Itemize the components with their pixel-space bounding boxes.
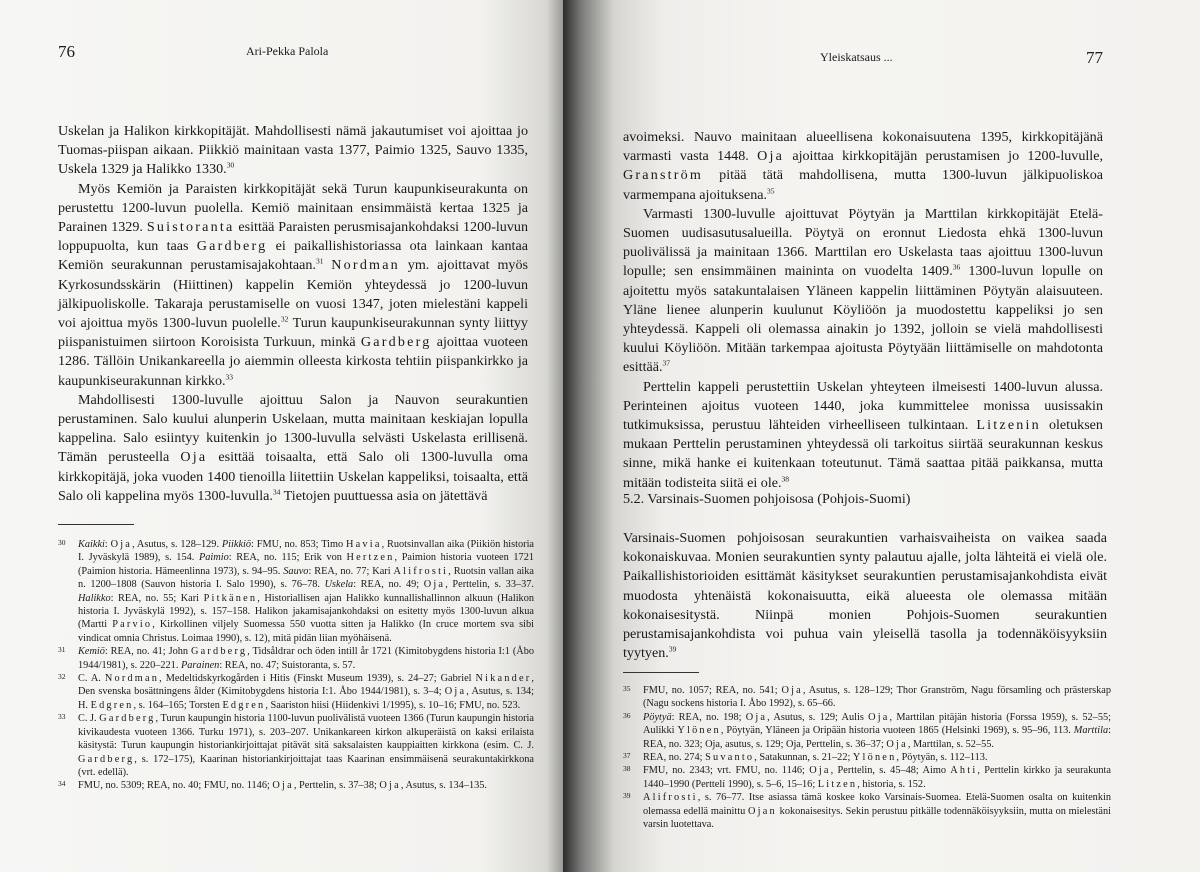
footnote: [58, 712, 534, 779]
footnote: [623, 684, 1111, 711]
footnote-text: REA, no. 274; Suvanto, Satakunnan, s. 21–22; Ylönen, Pöytyän, s. 112–113.: [643, 752, 988, 764]
footnote-number: 35: [623, 684, 631, 693]
footnote-text: Pöytyä: REA, no. 198; Oja, Asutus, s. 129; Aulis Oja, Marttilan pitäjän historia (Forssa 1959), s. 52–55; Aulikki Ylönen, Pöytyän, Yläneen ja Oripään historia vuoteen 1865 (Helsinki 1969), s. 95–96, 113. Marttila: REA, no. 323; Oja, asutus, s. 129; Oja, Perttelin, s. 36–37; Oja, Marttilan, s. 52–55.: [643, 711, 1111, 750]
right-page: [563, 0, 1200, 872]
footnote-number: 34: [58, 779, 66, 789]
footnote-number: 39: [623, 791, 631, 801]
footnote-number: 36: [623, 710, 631, 720]
footnote: [58, 645, 534, 672]
footnotes: [623, 684, 1111, 831]
footnote-number: 31: [58, 645, 66, 655]
footnote-number: 37: [623, 751, 631, 761]
footnote-number: 32: [58, 672, 66, 682]
running-head: Yleiskatsaus ...: [820, 50, 893, 64]
body-text: avoimeksi. Nauvo mainitaan alueellisena kokonaisuutena 1395, kirkkopitäjänä varmasti vasta 1448. Oja ajoittaa kirkkopitäjän perustamisen jo 1200-luvulle, Granström pitää tätä mahdollisena, mutta 1300-luvun jälkipuoliskoa varmempana ajoituksena.$^{35}$ Varmasti 1300-luvulle ajoittuvat Pöytyän ja Marttilan kirkkopitäjät Etelä-Suomen uudisasutusalueilla. Pöytyä on eronnut Liedosta ehkä 1300-luvun puolivälissä ja mainitaan 1366. Marttilan ero Uskelasta taas ajoittuu 1300-luvun lopulle; sen ensimmäinen maininta on vuodelta 1409.36 1300-luvun lopulle on ajoitettu myös satakuntalaisen Yläneen kappelin liittäminen Pöytyän alaisuuteen. Yläne lienee alunperin kuulunut Köyliöön ja muodostettu kappeliksi jo sen yhteydessä. Kappeli oli olemassa ainakin jo 1392, jolloin se vielä mahdollisesti kuului Köyliöön. Mitään tarkempaa ajoitusta Pöytyään liittämiselle on mahdotonta esittää.$^{37}$ Perttelin kappeli perustettiin Uskelan yhteyteen ilmeisesti 1400-luvun alussa. Perinteinen ajoitus vuoteen 1440, joka kummittelee monissa uusissakin tutkimuksissa, perustuu lähteiden virheelliseen tulkintaan. Litzenin oletuksen mukaan Perttelin perustaminen yhteydessä oli tarkoitus siirtää seurakunnan keskus sinne, mikä hanke ei kuitenkaan toteutunut. Tämä saattaa pitää paikkansa, mutta mitään todisteita siitä ei ole.$^{38}$: [623, 129, 1103, 491]
footnote-rule: [623, 672, 699, 673]
body-text: Uskelan ja Halikon kirkkopitäjät. Mahdollisesti nämä jakautumiset voi ajoittaa jo Tuomas-piispan aikaan. Piikkiö mainitaan vasta 1377, Paimio 1325, Sauvo 1335, Uskela 1329 ja Halikko 1330.30 Myös Kemiön ja Paraisten kirkkopitäjät sekä Turun kaupunkiseurakunta on perustettu 1200-luvun puolella. Kemiö mainitaan ensimmäistä kertaa 1325 ja Parainen 1329. Suistoranta esittää Paraisten perusmisajankohdaksi 1200-luvun loppupuolta, kun taas Gardberg ei paikallishistoriassa ota lainkaan kantaa Kemiön seurakunnan perustamisajakohtaan.$^{31}$ Nordman ym. ajoittavat myös Kyrkosundsskärin (Hiittinen) kappelin Kemiön yhteydessä jo 1200-luvun jälkipuoliskolle. Takaraja perustamiselle on vuosi 1347, joten mielestäni kappeli voi ajoittua myös 1300-luvun puolelle.$^{32}$ Turun kaupunkiseurakunnan synty liittyy piispanistuimen siirtoon Koroisista Turkuun, minkä Gardberg ajoittaa vuoteen 1286. Tällöin Unikankareella jo aiemmin olleesta kirkosta tehtiin piispankirkko ja kaupunkiseurakunnan kirkko.$^{33}$ Mahdollisesti 1300-luvulle ajoittuu Salon ja Nauvon seurakuntien perustaminen. Salo kuului alunperin Uskelaan, mutta mainitaan keskiajan lopulla kappelina. Salo esiintyy kuitenkin jo 1300-luvulla selvästi Uskelasta erillisenä. Tämän perusteella Oja esittää toisaalta, että Salo oli 1300-luvulla oma kirkkopitäjä, joka vuoden 1400 tienoilla liitettiin Uskelan kappeliksi, toisaalta, että Salo oli kappelina myös 1300-luvulla.$^{34}$ Tietojen puuttuessa asia on jätettävä: [58, 123, 528, 504]
left-page: [0, 0, 563, 872]
section-heading: 5.2. Varsinais-Suomen pohjoisosa (Pohjois-Suomi): [623, 491, 911, 507]
footnote-text: Kaikki: Oja, Asutus, s. 128–129. Piikkiö: FMU, no. 853; Timo Havia, Ruotsinvallan aika (Piikiön historia I. Jyväskylä 1989), s. 154. Paimio: REA, no. 115; Erik von Hertzen, Paimion historia vuoteen 1721 (Paimion historia. Hämeenlinna 1973), s. 94–95. Sauvo: REA, no. 77; Kari Alifrosti, Ruotsin vallan aika n. 1200–1808 (Sauvon historia I. Salo 1990), s. 76–78. Uskela: REA, no. 49; Oja, Perttelin, s. 33–37. Halikko: REA, no. 55; Kari Pitkänen, Historiallisen ajan Halikko kunnallishallinnon alkuun (Halikon historia I. Jyväskylä 1992), s. 157–158. Halikon jakamisajankohdaksi on esitetty myös 1300-luvun alkua (Martti Parvio, Kirkollinen viljely Suomessa 550 vuotta sitten ja Halikko (In cruce mortem sva sibi vindicat omnia Christus. Loimaa 1990), s. 12), mitä pidän liian myöhäisenä.: [78, 539, 534, 644]
running-head: Ari-Pekka Palola: [246, 44, 329, 58]
page-number: 76: [58, 42, 75, 61]
footnote: [623, 764, 1111, 791]
footnote: [623, 791, 1111, 831]
footnote-rule: [58, 524, 134, 525]
body-text-2: Varsinais-Suomen pohjoisosan seurakuntien varhaisvaiheista on vaikea saada kokonaiskuvaa. Monien seurakuntien synty palautuu ajalle, jolta lähteitä ei vielä ole. Paikallishistorioiden esittämät käsitykset seurakuntien perustamisajankohdista eivät muodosta yhtenäistä kokonaisuutta, eikä alueesta ole olemassa mitään kokonaisesitystä. Niinpä monien Pohjois-Suomen seurakuntien perustamisajankohdista voi puhua vain yleisellä tasolla ja todennäköisyyksiin tyytyen.$^{39}$: [623, 530, 1107, 662]
footnote-number: 33: [58, 712, 66, 722]
footnote: [623, 751, 1111, 764]
footnote-text: Alifrosti, s. 76–77. Itse asiassa tämä koskee koko Varsinais-Suomea. Etelä-Suomen osalta on kuitenkin olemassa edellä mainittu Ojan kokonaisesitys. Sekin perustuu pitkälle todennäköisyyksiin, mutta on mielestäni varsin luotettava.: [643, 792, 1111, 831]
footnote-text: FMU, no. 2343; vrt. FMU, no. 1146; Oja, Perttelin, s. 45–48; Aimo Ahti, Perttelin kirkko ja seurakunta 1440–1990 (Perttelí 1990), s. 5–6, 15–16; Litzen, historia, s. 152.: [643, 765, 1111, 790]
footnote-text: FMU, no. 5309; REA, no. 40; FMU, no. 1146; Oja, Perttelin, s. 37–38; Oja, Asutus, s. 134–135.: [78, 780, 487, 792]
footnote-text: C. A. Nordman, Medeltidskyrkogården i Hitis (Finskt Museum 1939), s. 24–27; Gabriel Nikander, Den svenska bosättningens ålder (Kimitobygdens historia I:1. Åbo 1944/1981), s. 3–4; Oja, Asutus, s. 134; H. Edgren, s. 164–165; Torsten Edgren, Saariston hiisi (Hiidenkivi 1/1995), s. 10–16; FMU, no. 523.: [78, 673, 534, 711]
footnote-text: FMU, no. 1057; REA, no. 541; Oja, Asutus, s. 128–129; Thor Granström, Nagu församling och prästerskap (Nagu sockens historia I. Åbo 1992), s. 65–66.: [643, 685, 1111, 710]
footnote-text: C. J. Gardberg, Turun kaupungin historia 1100-luvun puolivälistä vuoteen 1366 (Turun kaupungin historia kivikaudesta vuoteen 1366. Turku 1971), s. 203–207. Unikankareen kirkon alkuperäistä on kaksi erilaista käsitystä: Turun kaupungin historiankirjoittajat pitävät sitä saksalaisten kauppiaitten kirkkona (esim. C. J. Gardberg, s. 172–175), Kaarinan historiankirjoittajat taas Kaarinan ensimmäisenä seurakuntakirkkona (vrt. edellä).: [78, 713, 534, 778]
footnote: [58, 779, 534, 792]
footnote: [58, 538, 534, 645]
footnote: [58, 672, 534, 712]
footnote-number: 30: [58, 538, 66, 547]
footnote-text: Kemiö: REA, no. 41; John Gardberg, Tidsåldrar och öden intill år 1721 (Kimitobygdens historia I:1 (Åbo 1944/1981), s. 220–221. Parainen: REA, no. 47; Suistoranta, s. 57.: [78, 646, 535, 671]
page-number: 77: [1086, 48, 1103, 67]
footnote: [623, 711, 1111, 751]
footnotes: [58, 538, 534, 793]
footnote-number: 38: [623, 764, 631, 774]
